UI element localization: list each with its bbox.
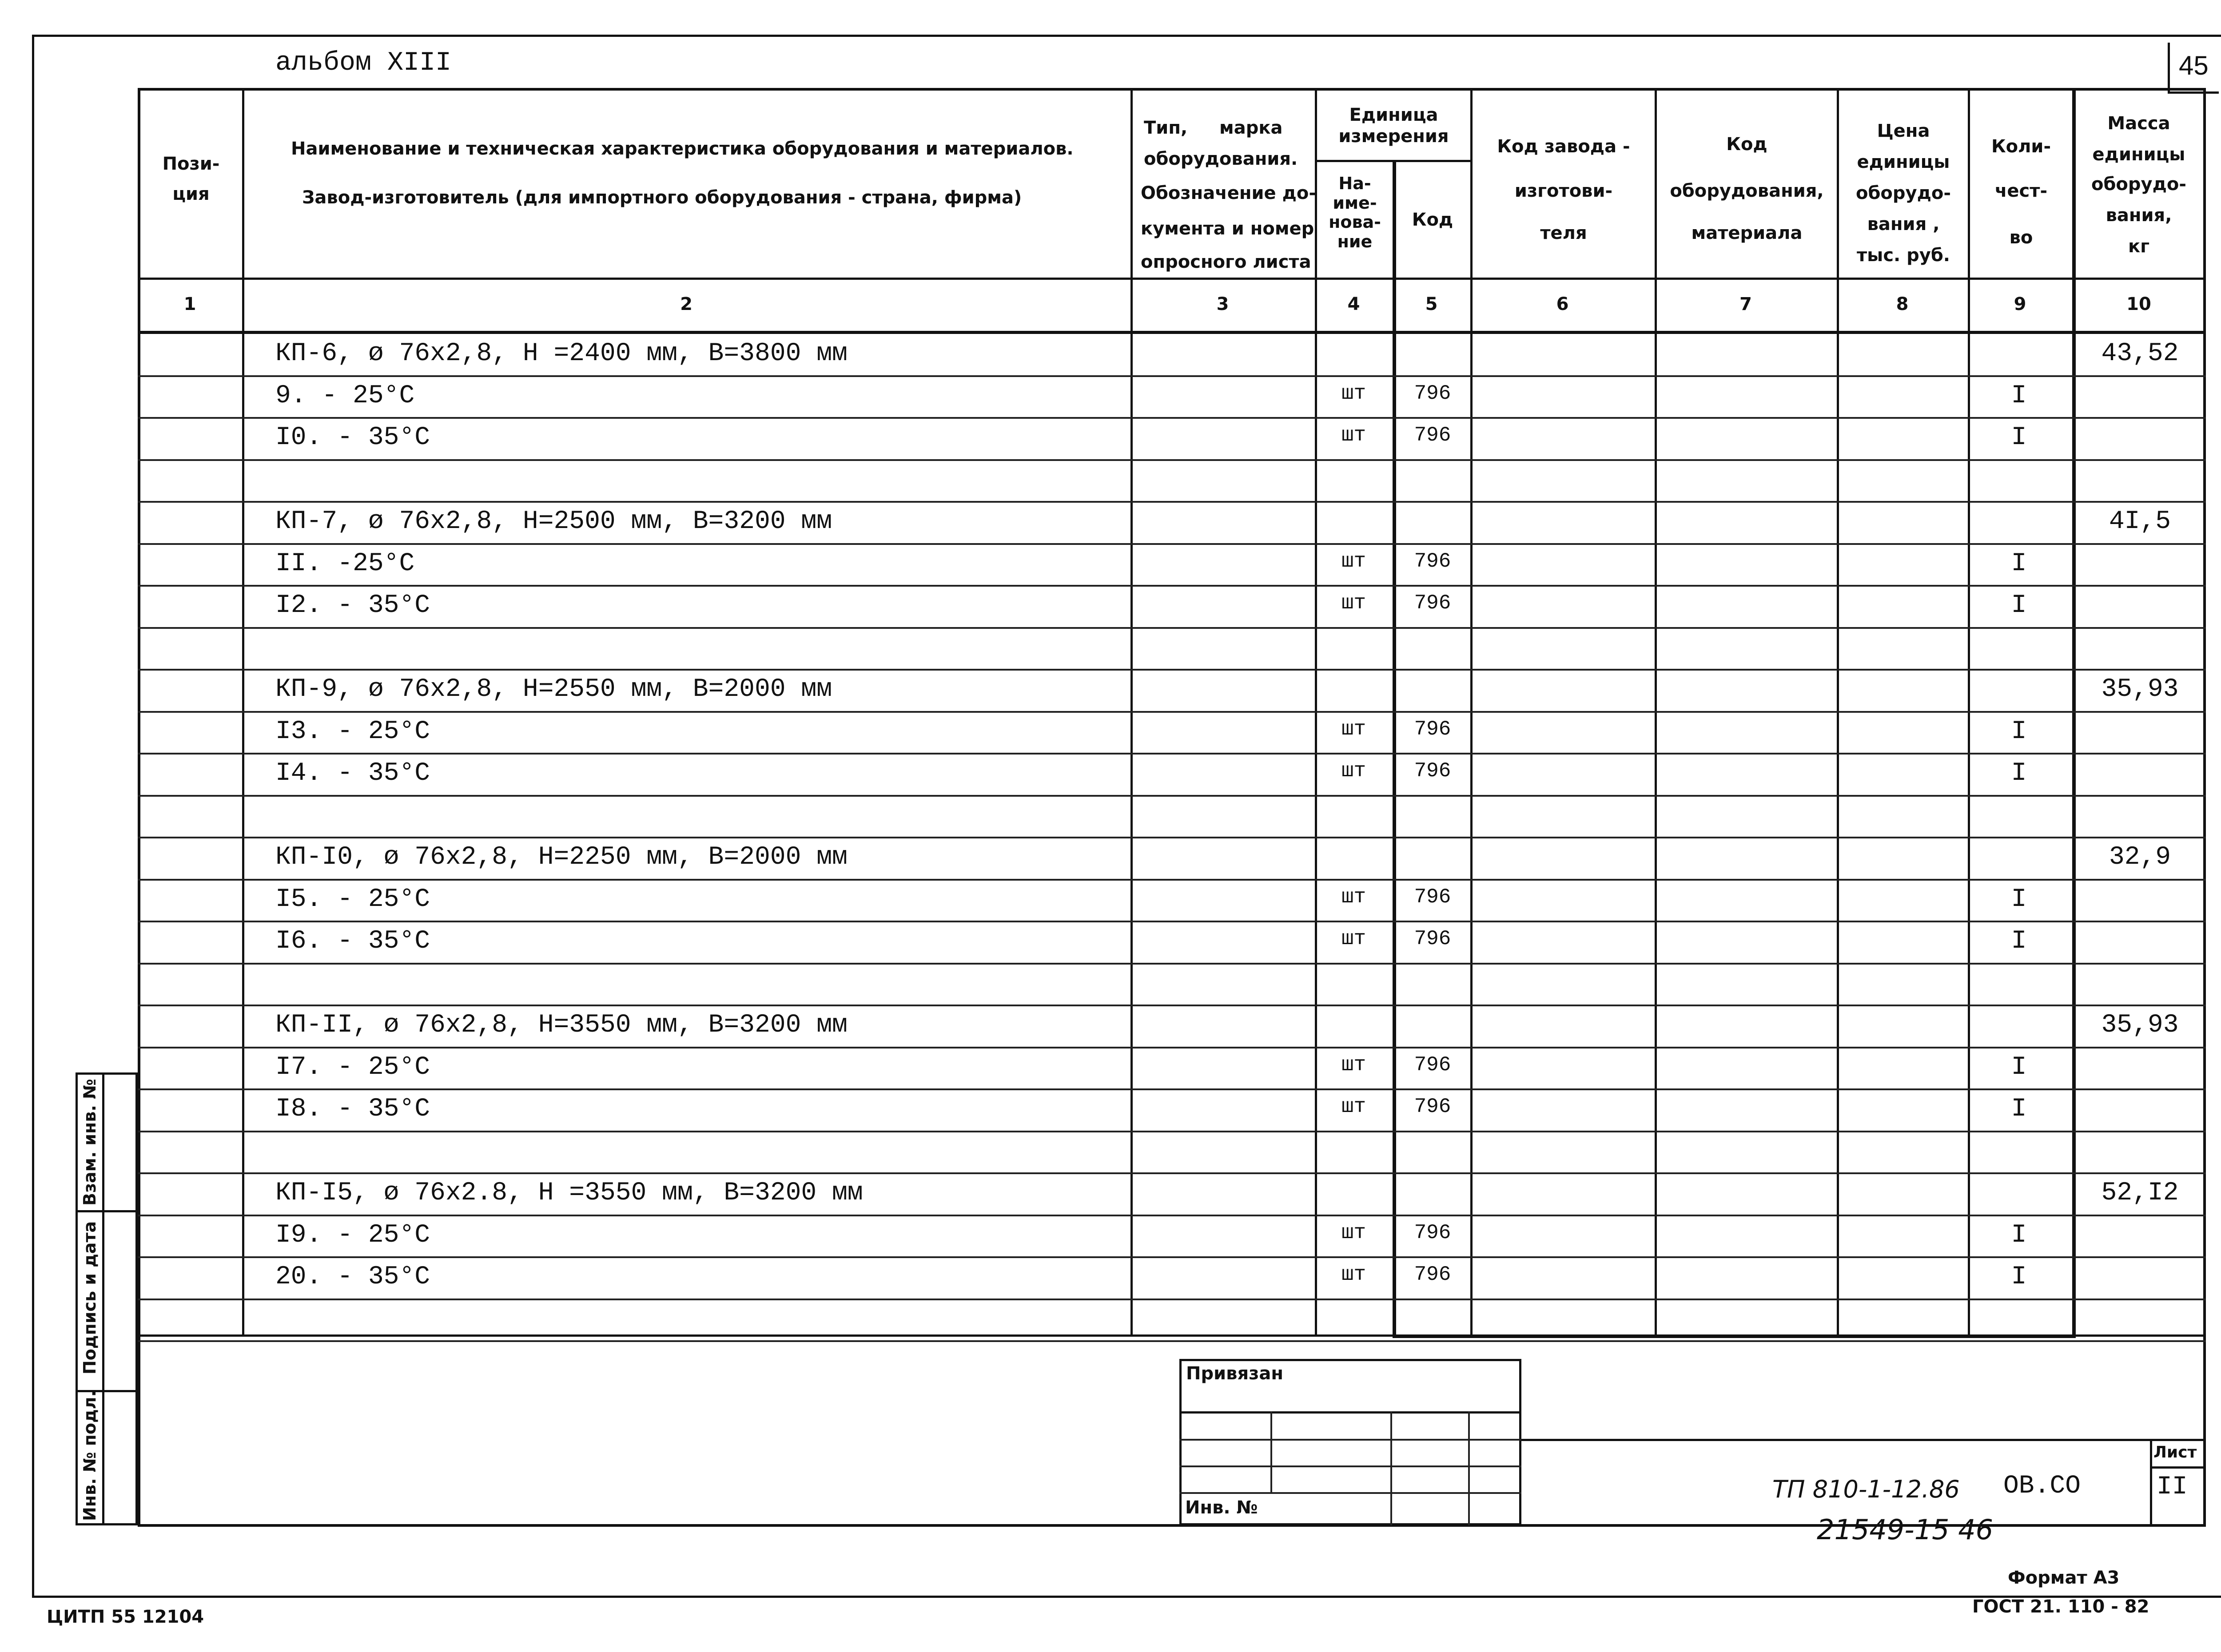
row-code: 796 [1414,885,1451,909]
header-col10-b: единицы [2092,144,2185,165]
row-divider [138,879,2206,881]
list-label: Лист [2153,1443,2197,1461]
row-name: I5. - 25°С [275,885,430,914]
header-col7-c: материала [1691,223,1803,243]
row-unit: шт [1341,885,1366,909]
header-col7-b: оборудования, [1670,181,1824,201]
colnum-4: 4 [1347,294,1360,314]
row-divider [138,669,2206,671]
row-divider [138,1299,2206,1300]
page-number: 45 [2179,51,2209,80]
row-unit: шт [1341,717,1366,741]
row-code: 796 [1414,549,1451,573]
handwritten-number: 21549-15 46 [1817,1513,1994,1546]
row-divider [138,837,2206,838]
row-code: 796 [1414,759,1451,782]
header-col3-b: марка [1219,118,1283,138]
row-mass: 35,93 [2101,675,2179,704]
row-unit: шт [1341,424,1366,447]
privyazan-sep-2 [1179,1465,1521,1467]
row-divider [138,543,2206,545]
row-code: 796 [1414,717,1451,741]
header-col10-a: Масса [2107,113,2170,134]
colnum-1: 1 [183,294,196,314]
list-box-left [2150,1439,2152,1527]
header-col8-d: вания , [1867,214,1940,234]
header-unit-group: Единица измерения [1338,105,1449,147]
header-col6-c: теля [1540,223,1587,243]
row-unit: шт [1341,927,1366,950]
col-sep-8 [1968,89,1970,1337]
row-divider [138,1047,2206,1048]
header-col9-c: во [2009,227,2033,248]
row-code: 796 [1414,592,1451,615]
row-divider [138,1131,2206,1132]
row-mass: 43,52 [2101,339,2179,368]
footer-gost: ГОСТ 21. 110 - 82 [1972,1596,2149,1617]
row-qty: I [2011,927,2027,956]
row-divider [138,753,2206,755]
row-divider [138,627,2206,629]
privyazan-v1 [1270,1411,1272,1492]
row-divider [138,795,2206,797]
row-qty: I [2011,591,2027,620]
row-divider [138,417,2206,419]
title-block-top [1521,1439,2206,1441]
col-sep-5 [1470,89,1473,1337]
row-divider [138,1256,2206,1258]
doc-code: ТП 810-1-12.86 [1772,1475,1960,1503]
col-sep-9 [2072,89,2076,1337]
row-code: 796 [1414,1263,1451,1286]
colnum-5: 5 [1425,294,1438,314]
side-stamp-inv-podl: Инв. № подл. [80,1390,100,1521]
row-name: II. -25°С [275,549,415,578]
sheet-number: II [2157,1473,2188,1501]
row-mass: 4I,5 [2109,507,2171,536]
row-divider [138,1172,2206,1174]
privyazan-v3 [1468,1411,1470,1525]
row-divider [138,963,2206,965]
header-col3-a: Тип, [1144,118,1188,138]
privyazan-sep-1 [1179,1439,1521,1441]
row-name: КП-7, ø 76х2,8, Н=2500 мм, В=3200 мм [275,507,832,536]
row-qty: I [2011,885,2027,914]
header-col8-c: оборудо- [1856,183,1951,203]
row-name: КП-9, ø 76х2,8, Н=2550 мм, В=2000 мм [275,675,832,704]
row-divider [138,459,2206,461]
header-col3-d: Обозначение до- [1141,183,1316,203]
row-divider [138,375,2206,377]
col-sep-7 [1837,89,1839,1337]
doc-suffix: ОВ.СО [2003,1472,2081,1501]
row-unit: шт [1341,759,1366,782]
row-divider [138,921,2206,922]
row-divider [138,1088,2206,1090]
row-name: I7. - 25°С [275,1052,430,1082]
side-stamp-inner [102,1072,104,1525]
row-unit: шт [1341,549,1366,573]
row-name: I8. - 35°С [275,1095,430,1124]
footer-format: Формат А3 [2008,1568,2120,1588]
col-sep-3 [1315,89,1317,1337]
col-sep-2 [1130,89,1133,1337]
album-label: альбом XIII [275,48,452,78]
row-code: 796 [1414,424,1451,447]
colnum-9: 9 [2014,294,2026,314]
privyazan-label: Привязан [1186,1363,1284,1384]
row-divider [138,1005,2206,1006]
row-divider [138,501,2206,503]
header-col5: Код [1412,210,1453,230]
colnum-bottom [138,331,2206,334]
colnum-8: 8 [1896,294,1909,314]
row-qty: I [2011,1095,2027,1124]
col-sep-1 [242,89,244,1337]
header-col8-a: Цена [1877,121,1930,141]
side-stamp-vzam: Взам. инв. № [80,1079,100,1206]
header-col3-c: оборудования. [1144,149,1298,169]
row-qty: I [2011,1220,2027,1250]
colnum-2: 2 [680,294,693,314]
side-stamp-podpis: Подпись и дата [80,1221,100,1374]
row-unit: шт [1341,1095,1366,1118]
colnum-3: 3 [1216,294,1229,314]
table-bottom [138,1334,2206,1337]
row-qty: I [2011,549,2027,578]
inv-no-label: Инв. № [1185,1497,1258,1518]
side-stamp-sep-1 [76,1210,138,1212]
colnum-10: 10 [2126,294,2151,314]
header-col1: Пози- ция [162,154,220,204]
row-mass: 32,9 [2109,843,2171,872]
row-qty: I [2011,1263,2027,1291]
row-name: I9. - 25°С [275,1220,430,1250]
row-unit: шт [1341,1263,1366,1286]
row-divider [138,1215,2206,1216]
row-divider [138,585,2206,587]
header-col9-b: чест- [1994,181,2048,201]
header-col9-a: Коли- [1991,136,2051,157]
header-col8-b: единицы [1857,152,1950,172]
row-unit: шт [1341,1053,1366,1076]
header-col3-e: кумента и номер [1141,218,1314,239]
row-name: 20. - 35°С [275,1263,430,1291]
row-qty: I [2011,423,2027,452]
row-qty: I [2011,759,2027,788]
row-mass: 52,I2 [2101,1179,2179,1207]
col-sep-6 [1655,89,1657,1337]
header-col2-line2: Завод-изготовитель (для импортного оборудования - страна, фирма) [302,187,1022,208]
row-divider [138,1340,2206,1342]
header-col2-line1: Наименование и техническая характеристика оборудования и материалов. [291,139,1074,159]
row-name: 9. - 25°С [275,381,415,410]
header-col6-b: изготови- [1514,181,1613,201]
header-col8-e: тыс. руб. [1856,245,1950,266]
header-col10-e: кг [2128,236,2150,257]
header-col3-f: опросного листа [1141,252,1311,272]
row-name: I0. - 35°С [275,423,430,452]
col-sep-4 [1393,160,1396,1337]
row-unit: шт [1341,381,1366,405]
row-qty: I [2011,1052,2027,1082]
row-code: 796 [1414,927,1451,950]
colnum-6: 6 [1556,294,1569,314]
header-bottom [138,278,2206,280]
privyazan-sep-0 [1179,1411,1521,1414]
row-unit: шт [1341,1221,1366,1244]
row-name: КП-6, ø 76х2,8, Н =2400 мм, В=3800 мм [275,339,848,368]
header-col4: На- име- нова- ние [1329,174,1381,252]
list-box-sep [2150,1466,2206,1469]
row-code: 796 [1414,381,1451,405]
row-qty: I [2011,717,2027,746]
row-name: I4. - 35°С [275,759,430,788]
privyazan-sep-3 [1179,1492,1521,1494]
unit-group-sep [1315,160,1473,162]
row-qty: I [2011,381,2027,410]
row-code: 796 [1414,1095,1451,1118]
header-col10-d: вания, [2106,205,2172,226]
header-col7-a: Код [1726,134,1767,155]
row-name: КП-II, ø 76х2,8, Н=3550 мм, В=3200 мм [275,1011,848,1040]
row-name: КП-I0, ø 76х2,8, Н=2250 мм, В=2000 мм [275,843,848,872]
header-col6-a: Код завода - [1497,136,1630,157]
privyazan-v2 [1390,1411,1392,1525]
row-name: I2. - 35°С [275,591,430,620]
row-unit: шт [1341,592,1366,615]
row-code: 796 [1414,1221,1451,1244]
footer-left: ЦИТП 55 12104 [47,1607,204,1627]
colnum-7: 7 [1739,294,1752,314]
row-code: 796 [1414,1053,1451,1076]
row-mass: 35,93 [2101,1011,2179,1040]
row-divider [138,711,2206,713]
header-col10-c: оборудо- [2091,174,2186,195]
row-name: КП-I5, ø 76х2.8, Н =3550 мм, В=3200 мм [275,1179,863,1207]
row-name: I6. - 35°С [275,927,430,956]
row-name: I3. - 25°С [275,717,430,746]
